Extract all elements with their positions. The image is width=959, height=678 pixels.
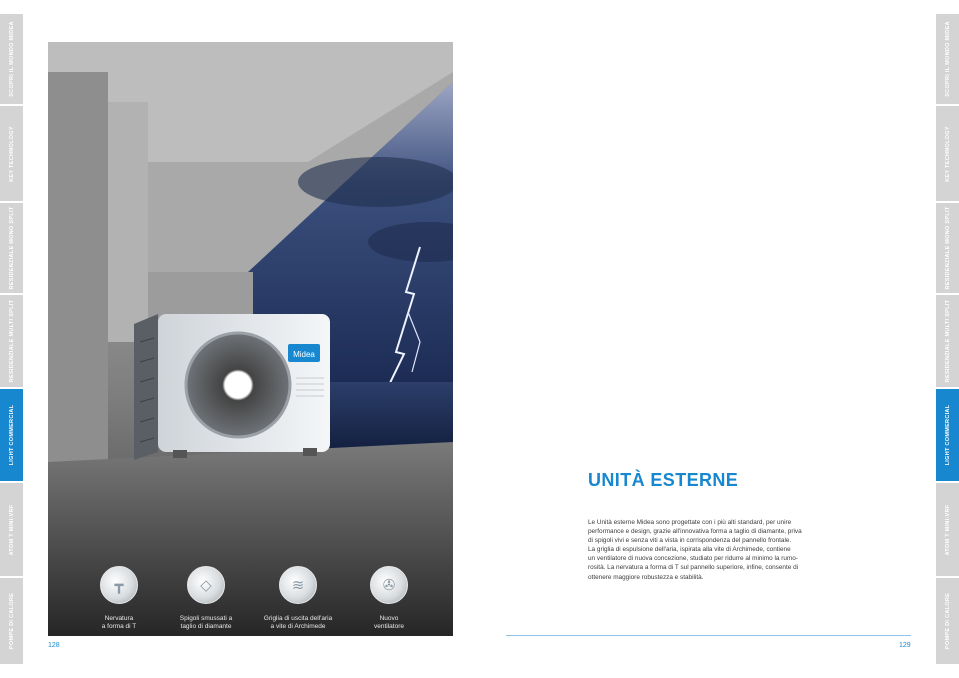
tab-light-commercial[interactable] bbox=[936, 389, 959, 481]
paragraph-line: La griglia di espulsione dell'aria, ispirata alla vite di Archimede, contiene bbox=[588, 546, 791, 554]
tab-atom-t-mini-vrf[interactable] bbox=[0, 483, 23, 576]
tab-label: LIGHT COMMERCIAL bbox=[944, 404, 951, 466]
tab-label: POMPE DI CALORE bbox=[8, 592, 15, 650]
tab-pompe-di-calore[interactable] bbox=[0, 578, 23, 664]
tab-key-technology[interactable] bbox=[0, 106, 23, 201]
feature-diamond-edge bbox=[161, 566, 251, 631]
feature-caption bbox=[253, 615, 343, 631]
footer-divider bbox=[506, 635, 911, 636]
tab-label: SCOPRI IL MONDO MIDEA bbox=[944, 21, 951, 97]
paragraph-line: ottenere maggiore robustezza e stabilità. bbox=[588, 573, 704, 581]
tab-scopri-il-mondo-midea[interactable] bbox=[936, 14, 959, 104]
tab-residenziale-mono-split[interactable] bbox=[0, 203, 23, 293]
archimedes-grille-icon: ≋ bbox=[279, 566, 317, 604]
tab-key-technology[interactable] bbox=[936, 106, 959, 201]
caption-line: ventilatore bbox=[374, 623, 404, 630]
left-section-tabs bbox=[0, 14, 23, 664]
tab-label: RESIDENZIALE MONO SPLIT bbox=[8, 206, 15, 290]
right-section-tabs bbox=[936, 14, 959, 664]
tab-residenziale-mono-split[interactable] bbox=[936, 203, 959, 293]
feature-caption bbox=[74, 615, 164, 631]
caption-line: Griglia di uscita dell'aria bbox=[263, 615, 333, 622]
tab-scopri-il-mondo-midea[interactable] bbox=[0, 14, 23, 104]
feature-fan bbox=[344, 566, 434, 631]
tab-label: ATOM T MINI-VRF bbox=[944, 503, 951, 556]
caption-line: a forma di T bbox=[101, 623, 137, 630]
tab-label: LIGHT COMMERCIAL bbox=[8, 404, 15, 466]
paragraph-line: un ventilatore di nuova concezione, studiato per ridurre al minimo la rumo- bbox=[588, 555, 798, 563]
photo-scene bbox=[48, 42, 453, 636]
product-photo bbox=[48, 42, 453, 636]
tab-label: KEY TECHNOLOGY bbox=[8, 125, 15, 182]
tab-label: KEY TECHNOLOGY bbox=[944, 125, 951, 182]
tab-atom-t-mini-vrf[interactable] bbox=[936, 483, 959, 576]
brand-logo: Midea bbox=[293, 350, 315, 359]
page-number-left: 128 bbox=[48, 642, 60, 649]
tab-residenziale-multi-split[interactable] bbox=[936, 295, 959, 387]
paragraph-line: di spigoli vivi e senza viti a vista in corrispondenza del pannello frontale. bbox=[588, 537, 792, 545]
caption-line: Nuovo bbox=[379, 615, 399, 622]
caption-line: Spigoli smussati a bbox=[179, 615, 233, 622]
paragraph-line: performance e design, grazie all'innovativa forma a taglio di diamante, priva bbox=[588, 528, 802, 536]
tab-label: POMPE DI CALORE bbox=[944, 592, 951, 650]
tab-label: RESIDENZIALE MONO SPLIT bbox=[944, 206, 951, 290]
diamond-edge-icon: ◇ bbox=[187, 566, 225, 604]
caption-line: a vite di Archimede bbox=[270, 623, 326, 630]
t-rib-icon: ┳ bbox=[100, 566, 138, 604]
tab-label: SCOPRI IL MONDO MIDEA bbox=[8, 21, 15, 97]
page-title: UNITÀ ESTERNE bbox=[588, 470, 739, 490]
tab-label: RESIDENZIALE MULTI SPLIT bbox=[8, 299, 15, 383]
feature-archimedes-grille bbox=[253, 566, 343, 631]
fan-icon: ✇ bbox=[370, 566, 408, 604]
page-number-right: 129 bbox=[899, 642, 911, 649]
caption-line: Nervatura bbox=[104, 615, 134, 622]
tab-label: RESIDENZIALE MULTI SPLIT bbox=[944, 299, 951, 383]
feature-caption bbox=[344, 615, 434, 631]
tab-label: ATOM T MINI-VRF bbox=[8, 503, 15, 556]
feature-t-rib bbox=[74, 566, 164, 631]
tab-residenziale-multi-split[interactable] bbox=[0, 295, 23, 387]
tab-light-commercial[interactable] bbox=[0, 389, 23, 481]
caption-line: taglio di diamante bbox=[180, 623, 232, 630]
tab-pompe-di-calore[interactable] bbox=[936, 578, 959, 664]
paragraph-line: Le Unità esterne Midea sono progettate con i più alti standard, per unire bbox=[588, 519, 792, 526]
feature-caption bbox=[161, 615, 251, 631]
body-paragraph bbox=[588, 518, 833, 582]
paragraph-line: rosità. La nervatura a forma di T sul pannello superiore, infine, consente di bbox=[588, 564, 799, 572]
